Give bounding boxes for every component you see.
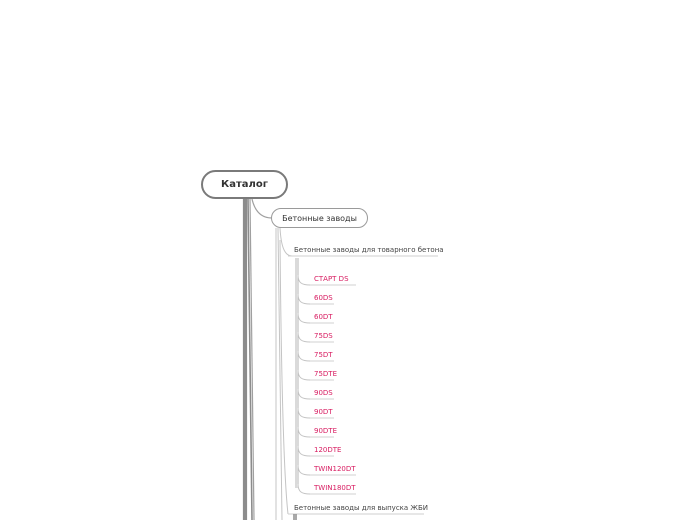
leaf-connector xyxy=(298,427,310,437)
leaf-item[interactable]: TWIN120DT xyxy=(314,465,356,473)
root-node[interactable] xyxy=(201,170,288,199)
leaf-item[interactable]: 60DT xyxy=(314,313,333,321)
leaf-item[interactable]: 120DTE xyxy=(314,446,342,454)
leaf-item[interactable]: СТАРТ DS xyxy=(314,275,349,283)
leaf-connector xyxy=(298,484,310,494)
leaf-connector xyxy=(298,370,310,380)
leaf-item[interactable]: 75DTE xyxy=(314,370,337,378)
leaf-item[interactable]: 75DT xyxy=(314,351,333,359)
leaf-connector xyxy=(298,446,310,456)
branch-node-concrete-plants[interactable] xyxy=(271,208,368,228)
leaf-connector xyxy=(298,275,310,285)
leaf-connector xyxy=(298,351,310,361)
leaf-item[interactable]: TWIN180DT xyxy=(314,484,356,492)
branch-node-label: Бетонные заводы xyxy=(282,213,357,223)
root-node-label: Каталог xyxy=(221,179,268,190)
group-node-precast[interactable]: Бетонные заводы для выпуска ЖБИ xyxy=(294,504,428,512)
leaf-connector xyxy=(298,313,310,323)
leaf-item[interactable]: 90DTE xyxy=(314,427,337,435)
leaf-connector xyxy=(298,332,310,342)
leaf-item[interactable]: 90DS xyxy=(314,389,333,397)
leaf-item[interactable]: 90DT xyxy=(314,408,333,416)
leaf-connector xyxy=(298,389,310,399)
leaf-item[interactable]: 75DS xyxy=(314,332,333,340)
leaf-item[interactable]: 60DS xyxy=(314,294,333,302)
leaf-connector xyxy=(298,294,310,304)
leaf-connector xyxy=(298,465,310,475)
leaf-connector xyxy=(298,408,310,418)
group-node-ready-mix[interactable]: Бетонные заводы для товарного бетона xyxy=(294,246,444,254)
